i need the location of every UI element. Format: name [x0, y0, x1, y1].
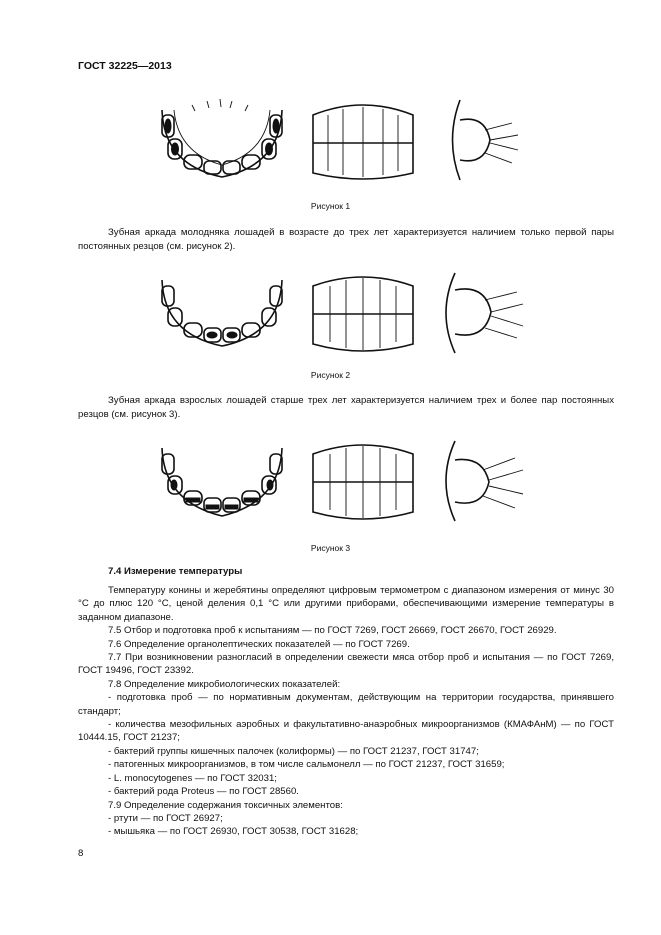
incisors-front-view: [308, 268, 418, 358]
body-line: 7.9 Определение содержания токсичных элементов:: [108, 799, 343, 811]
figure-2-caption: Рисунок 2: [310, 370, 351, 380]
dental-arcade-top-view: [152, 436, 292, 526]
body-line: - подготовка проб — по нормативным документам, действующим на территории государства, принявшего стандарт;: [78, 692, 614, 717]
body-line: - мышьяка — по ГОСТ 26930, ГОСТ 30538, ГОСТ 31628;: [108, 826, 359, 838]
figure-3-caption: Рисунок 3: [310, 543, 351, 553]
incisors-front-view: [308, 95, 418, 185]
paragraph-young-horses: Зубная аркада молодняка лошадей в возрасте до трех лет характеризуется наличием только первой пары постоянных резцов (см. рисунок 2).: [78, 227, 614, 252]
body-line: 7.7 При возникновении разногласий в определении свежести мяса отбор проб и испытания — по ГОСТ 7269, ГОСТ 19496, ГОСТ 23392.: [78, 652, 614, 677]
body-line: Температуру конины и жеребятины определяют цифровым термометром с диапазоном измерения от минус 30 °С до плюс 120 °С, ценой деления 0,1 °С или другими приборами, обеспечивающими измерение температуры в заданном диапазоне.: [78, 585, 614, 623]
figure-2: [140, 268, 540, 364]
dental-arcade-top-view: [152, 268, 292, 358]
section-heading: 7.4 Измерение температуры: [108, 566, 243, 577]
body-line: - бактерий рода Proteus — по ГОСТ 28560.: [108, 786, 299, 798]
body-line: 7.8 Определение микробиологических показателей:: [108, 678, 341, 690]
dental-arcade-top-view: [152, 95, 292, 185]
body-line: 7.5 Отбор и подготовка проб к испытаниям — по ГОСТ 7269, ГОСТ 26669, ГОСТ 26670, ГОСТ 26929.: [108, 625, 557, 637]
incisors-side-view: [435, 268, 525, 358]
paragraph-adult-horses: Зубная аркада взрослых лошадей старше трех лет характеризуется наличием трех и более пар постоянных резцов (см. рисунок 3).: [78, 395, 614, 420]
body-line: - патогенных микроорганизмов, в том числе сальмонелл — по ГОСТ 21237, ГОСТ 31659;: [108, 759, 505, 771]
body-line: - количества мезофильных аэробных и факультативно-анаэробных микроорганизмов (КМАФАнМ) — по ГОСТ 10444.15, ГОСТ 21237;: [78, 719, 614, 744]
incisors-side-view: [435, 436, 525, 526]
body-line: - бактерий группы кишечных палочек (колиформы) — по ГОСТ 21237, ГОСТ 31747;: [108, 745, 479, 757]
figure-1-caption: Рисунок 1: [310, 201, 351, 211]
body-line: - ртути — по ГОСТ 26927;: [108, 812, 223, 824]
incisors-front-view: [308, 436, 418, 526]
figure-3: [140, 436, 540, 532]
body-line: - L. monocytogenes — по ГОСТ 32031;: [108, 772, 277, 784]
incisors-side-view: [440, 95, 520, 185]
page-header: ГОСТ 32225—2013: [78, 60, 172, 72]
page-number: 8: [78, 848, 84, 859]
body-line: 7.6 Определение органолептических показателей — по ГОСТ 7269.: [108, 638, 410, 650]
section-body: [78, 584, 614, 839]
figure-1: [140, 95, 540, 191]
